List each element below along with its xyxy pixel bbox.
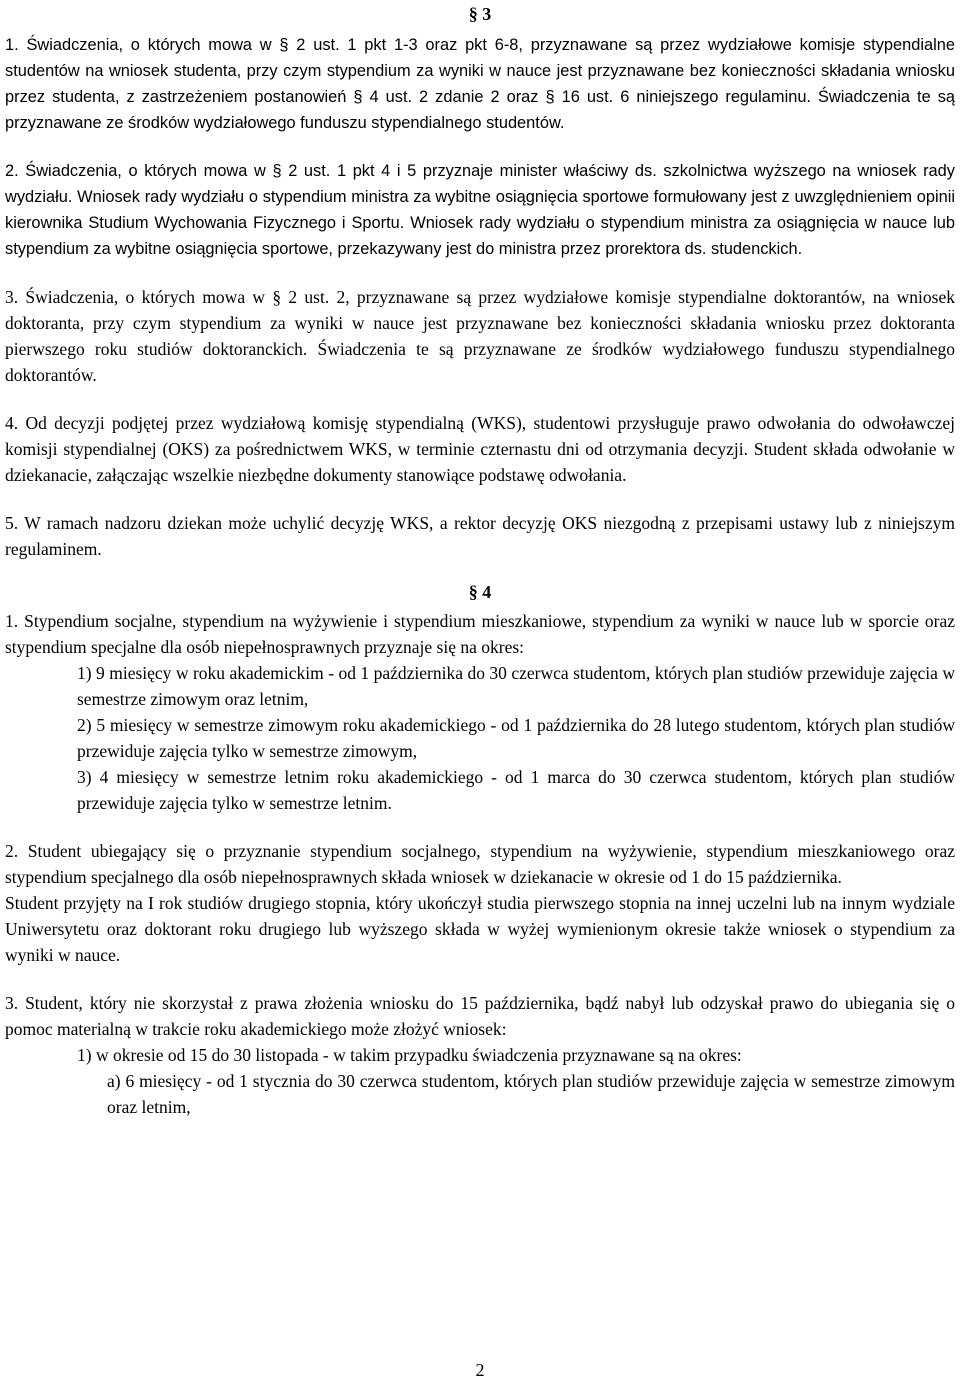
section-3-paragraph-2: 2. Świadczenia, o których mowa w § 2 ust. 1 pkt 4 i 5 przyznaje minister właściwy ds. szkolnictwa wyższego na wniosek rady wydziału. Wniosek rady wydziału o stypendium ministra za wybitne osiągnięcia sportowe formułowany jest z uwzględnieniem opinii kierownika Studium Wychowania Fizycznego i Sportu. Wniosek rady wydziału o stypendium ministra za osiągnięcia w nauce lub stypendium za wybitne osiągnięcia sportowe, przekazywany jest do ministra przez prorektora ds. studenckich. (5, 162, 955, 258)
list-item: 3) 4 miesięcy w semestrze letnim roku akademickiego - od 1 marca do 30 czerwca studentom, których plan studiów przewiduje zajęcia tylko w semestrze letnim. (77, 767, 955, 813)
list-item: 1) w okresie od 15 do 30 listopada - w takim przypadku świadczenia przyznawane są na okres: (77, 1045, 742, 1065)
section-3-paragraph-5: 5. W ramach nadzoru dziekan może uchylić decyzję WKS, a rektor decyzję OKS niezgodną z przepisami ustawy lub z niniejszym regulaminem. (5, 513, 955, 559)
document-page (5, 0, 955, 1120)
page-number: 2 (475, 1360, 485, 1380)
section-4-paragraph-2a: 2. Student ubiegający się o przyznanie stypendium socjalnego, stypendium na wyżywienie, stypendium mieszkaniowego oraz stypendium specjalnego dla osób niepełnosprawnych składa wniosek w dziekanacie w okresie od 1 do 15 października. (5, 841, 955, 887)
section-3-paragraph-1: 1. Świadczenia, o których mowa w § 2 ust. 1 pkt 1-3 oraz pkt 6-8, przyznawane są przez wydziałowe komisje stypendialne studentów na wniosek studenta, przy czym stypendium za wyniki w nauce jest przyznawane bez konieczności składania wniosku przez studenta, z zastrzeżeniem postanowień § 4 ust. 2 zdanie 2 oraz § 16 ust. 6 niniejszego regulaminu. Świadczenia te są przyznawane ze środków wydziałowego funduszu stypendialnego studentów. (5, 36, 955, 132)
section-4-heading: § 4 (468, 582, 492, 602)
section-3-paragraph-4: 4. Od decyzji podjętej przez wydziałową komisję stypendialną (WKS), studentowi przysługuje prawo odwołania do odwoławczej komisji stypendialnej (OKS) za pośrednictwem WKS, w terminie czternastu dni od otrzymania decyzji. Student składa odwołanie w dziekanacie, załączając wszelkie niezbędne dokumenty stanowiące podstawę odwołania. (5, 413, 955, 485)
section-3-paragraph-3: 3. Świadczenia, o których mowa w § 2 ust. 2, przyznawane są przez wydziałowe komisje stypendialne doktorantów, na wniosek doktoranta, przy czym stypendium za wyniki w nauce jest przyznawane bez konieczności składania wniosku przez doktoranta pierwszego roku studiów doktoranckich. Świadczenia te są przyznawane ze środków wydziałowego funduszu stypendialnego doktorantów. (5, 287, 955, 385)
section-4-paragraph-1-intro: 1. Stypendium socjalne, stypendium na wyżywienie i stypendium mieszkaniowe, stypendium za wyniki w nauce lub w sporcie oraz stypendium specjalne dla osób niepełnosprawnych przyznaje się na okres: (5, 611, 955, 657)
list-item: a) 6 miesięcy - od 1 stycznia do 30 czerwca studentom, których plan studiów przewiduje zajęcia w semestrze zimowym oraz letnim, (107, 1071, 955, 1117)
list-item: 1) 9 miesięcy w roku akademickim - od 1 października do 30 czerwca studentom, których plan studiów przewiduje zajęcia w semestrze zimowym oraz letnim, (77, 663, 955, 709)
section-3-heading: § 3 (468, 4, 492, 24)
section-4-paragraph-3-intro: 3. Student, który nie skorzystał z prawa złożenia wniosku do 15 października, bądź nabył lub odzyskał prawo do ubiegania się o pomoc materialną w trakcie roku akademickiego może złożyć wniosek: (5, 993, 955, 1039)
section-4-paragraph-2b: Student przyjęty na I rok studiów drugiego stopnia, który ukończył studia pierwszego stopnia na innej uczelni lub na innym wydziale Uniwersytetu oraz doktorant roku drugiego lub wyższego składa w wyżej wymienionym okresie także wniosek o stypendium za wyniki w nauce. (5, 893, 955, 965)
section-4-paragraph-1-list (5, 660, 955, 816)
list-item: 2) 5 miesięcy w semestrze zimowym roku akademickiego - od 1 października do 28 lutego studentom, których plan studiów przewiduje zajęcia tylko w semestrze zimowym, (77, 715, 955, 761)
